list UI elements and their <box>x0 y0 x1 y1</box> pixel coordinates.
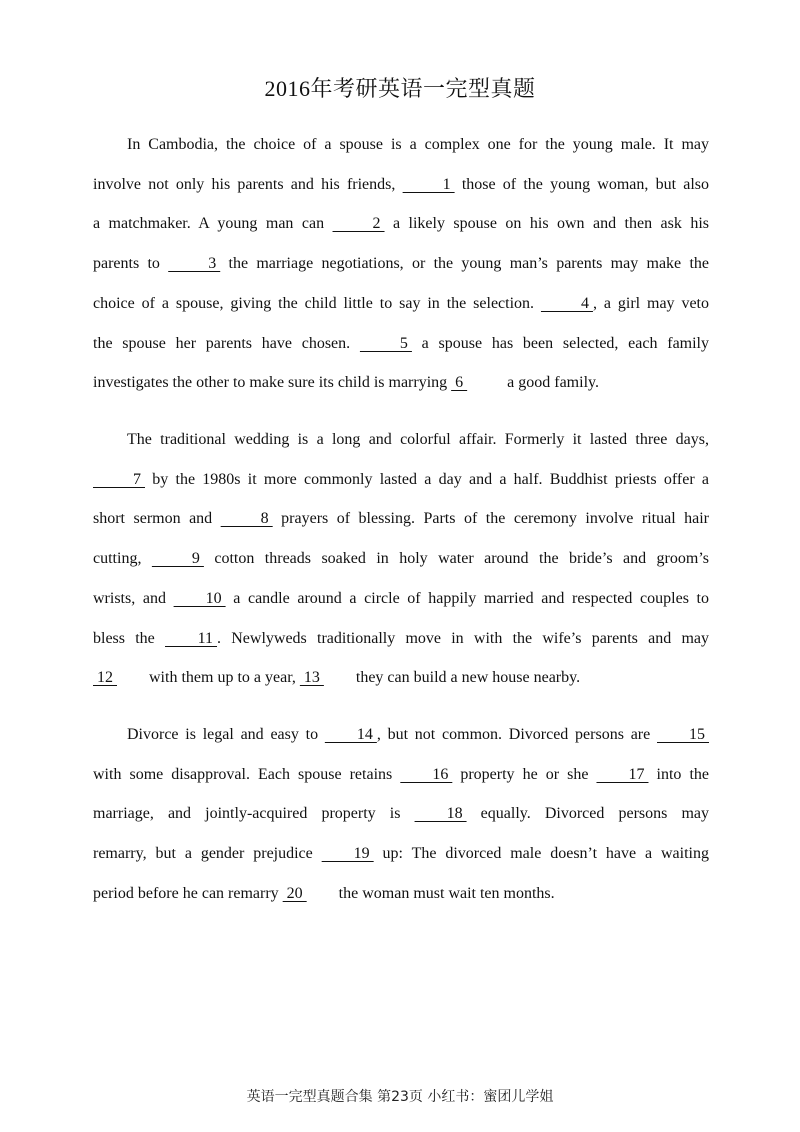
text-run: cutting, <box>93 550 152 568</box>
text-run: a likely spouse on his own and then ask his <box>384 215 710 233</box>
text-line <box>93 619 709 659</box>
blank-20: 20 <box>282 884 307 902</box>
text-run: property he or she <box>452 765 597 783</box>
text-run: wrists, and <box>93 589 174 607</box>
page-title: 2016年考研英语一完型真题 <box>264 76 536 101</box>
text-run: investigates the other to make sure its child is marrying <box>93 374 452 392</box>
text-run: remarry, but a gender prejudice <box>93 845 322 863</box>
text-line <box>93 420 709 460</box>
text-run: a spouse has been selected, each family <box>411 334 710 352</box>
text-run: by the 1980s it more commonly lasted a day and a half. Buddhist priests offer a <box>145 470 709 488</box>
text-run: period before he can remarry <box>93 884 283 902</box>
text-line <box>93 539 709 579</box>
text-line <box>93 244 709 284</box>
text-line <box>93 499 709 539</box>
blank-10: 10 <box>173 589 226 607</box>
blank-18: 18 <box>414 805 467 823</box>
text-line <box>93 284 709 324</box>
blank-7: 7 <box>93 470 145 488</box>
blank-17: 17 <box>596 765 649 783</box>
blank-4: 4 <box>540 294 593 312</box>
text-run: short sermon and <box>93 510 221 528</box>
blank-12: 12 <box>93 669 117 687</box>
text-line <box>93 324 709 364</box>
paragraph-3 <box>93 715 709 914</box>
text-line <box>93 834 709 874</box>
blank-9: 9 <box>151 550 204 568</box>
blank-19: 19 <box>321 845 374 863</box>
text-run: up: The divorced male doesn’t have a waiting <box>373 845 709 863</box>
paragraph-2 <box>93 420 709 698</box>
text-line <box>93 125 709 165</box>
blank-14: 14 <box>324 726 377 743</box>
text-run: into the <box>648 765 710 783</box>
text-run: a good family. <box>503 374 599 392</box>
blank-11: 11 <box>165 629 218 647</box>
text-run: marriage, and jointly-acquired property is <box>93 805 415 823</box>
blank-5: 5 <box>359 334 412 352</box>
text-line <box>93 460 709 500</box>
blank-15: 15 <box>657 726 709 743</box>
blank-13: 13 <box>299 669 324 687</box>
text-run: with them up to a year, <box>145 669 300 687</box>
text-run: choice of a spouse, giving the child little to say in the selection. <box>93 294 541 312</box>
text-run: In Cambodia, the choice of a spouse is a complex one for the young male. It may <box>127 136 709 153</box>
text-run: the marriage negotiations, or the young man’s parents may make the <box>220 255 709 273</box>
text-run: , but not common. Divorced persons are <box>376 726 657 743</box>
text-run: with some disapproval. Each spouse retains <box>93 765 401 783</box>
text-run: those of the young woman, but also <box>454 175 710 193</box>
text-run: prayers of blessing. Parts of the ceremony involve ritual hair <box>272 510 709 528</box>
text-line <box>93 165 709 205</box>
text-run: . Newlyweds traditionally move in with the wife’s parents and may <box>217 629 709 647</box>
blank-6: 6 <box>451 374 468 392</box>
text-run: equally. Divorced persons may <box>466 805 710 823</box>
text-line <box>93 794 709 834</box>
text-run: cotton threads soaked in holy water around the bride’s and groom’s <box>203 550 709 568</box>
text-run: a matchmaker. A young man can <box>93 215 333 233</box>
text-line <box>93 579 709 619</box>
text-line <box>93 874 709 914</box>
blank-3: 3 <box>168 255 221 273</box>
text-line <box>93 658 709 698</box>
text-line <box>93 715 709 755</box>
blank-1: 1 <box>402 175 455 193</box>
text-run: the spouse her parents have chosen. <box>93 334 360 352</box>
text-run: The traditional wedding is a long and colorful affair. Formerly it lasted three days, <box>127 431 709 448</box>
text-run: the woman must wait ten months. <box>334 884 555 902</box>
text-run: involve not only his parents and his friends, <box>93 175 403 193</box>
blank-16: 16 <box>400 765 453 783</box>
text-run: , a girl may veto <box>592 294 710 312</box>
blank-8: 8 <box>220 510 273 528</box>
text-line <box>93 755 709 795</box>
paragraph-1 <box>93 125 709 403</box>
text-run: bless the <box>93 629 166 647</box>
text-line <box>93 363 709 403</box>
blank-2: 2 <box>332 215 385 233</box>
text-run: they can build a new house nearby. <box>351 669 581 687</box>
text-run: a candle around a circle of happily married and respected couples to <box>225 589 709 607</box>
text-line <box>93 204 709 244</box>
page-footer: 英语一完型真题合集 第23页 小红书：蜜团儿学姐 <box>246 1089 554 1105</box>
text-run: parents to <box>93 255 169 273</box>
text-run: Divorce is legal and easy to <box>127 726 325 743</box>
